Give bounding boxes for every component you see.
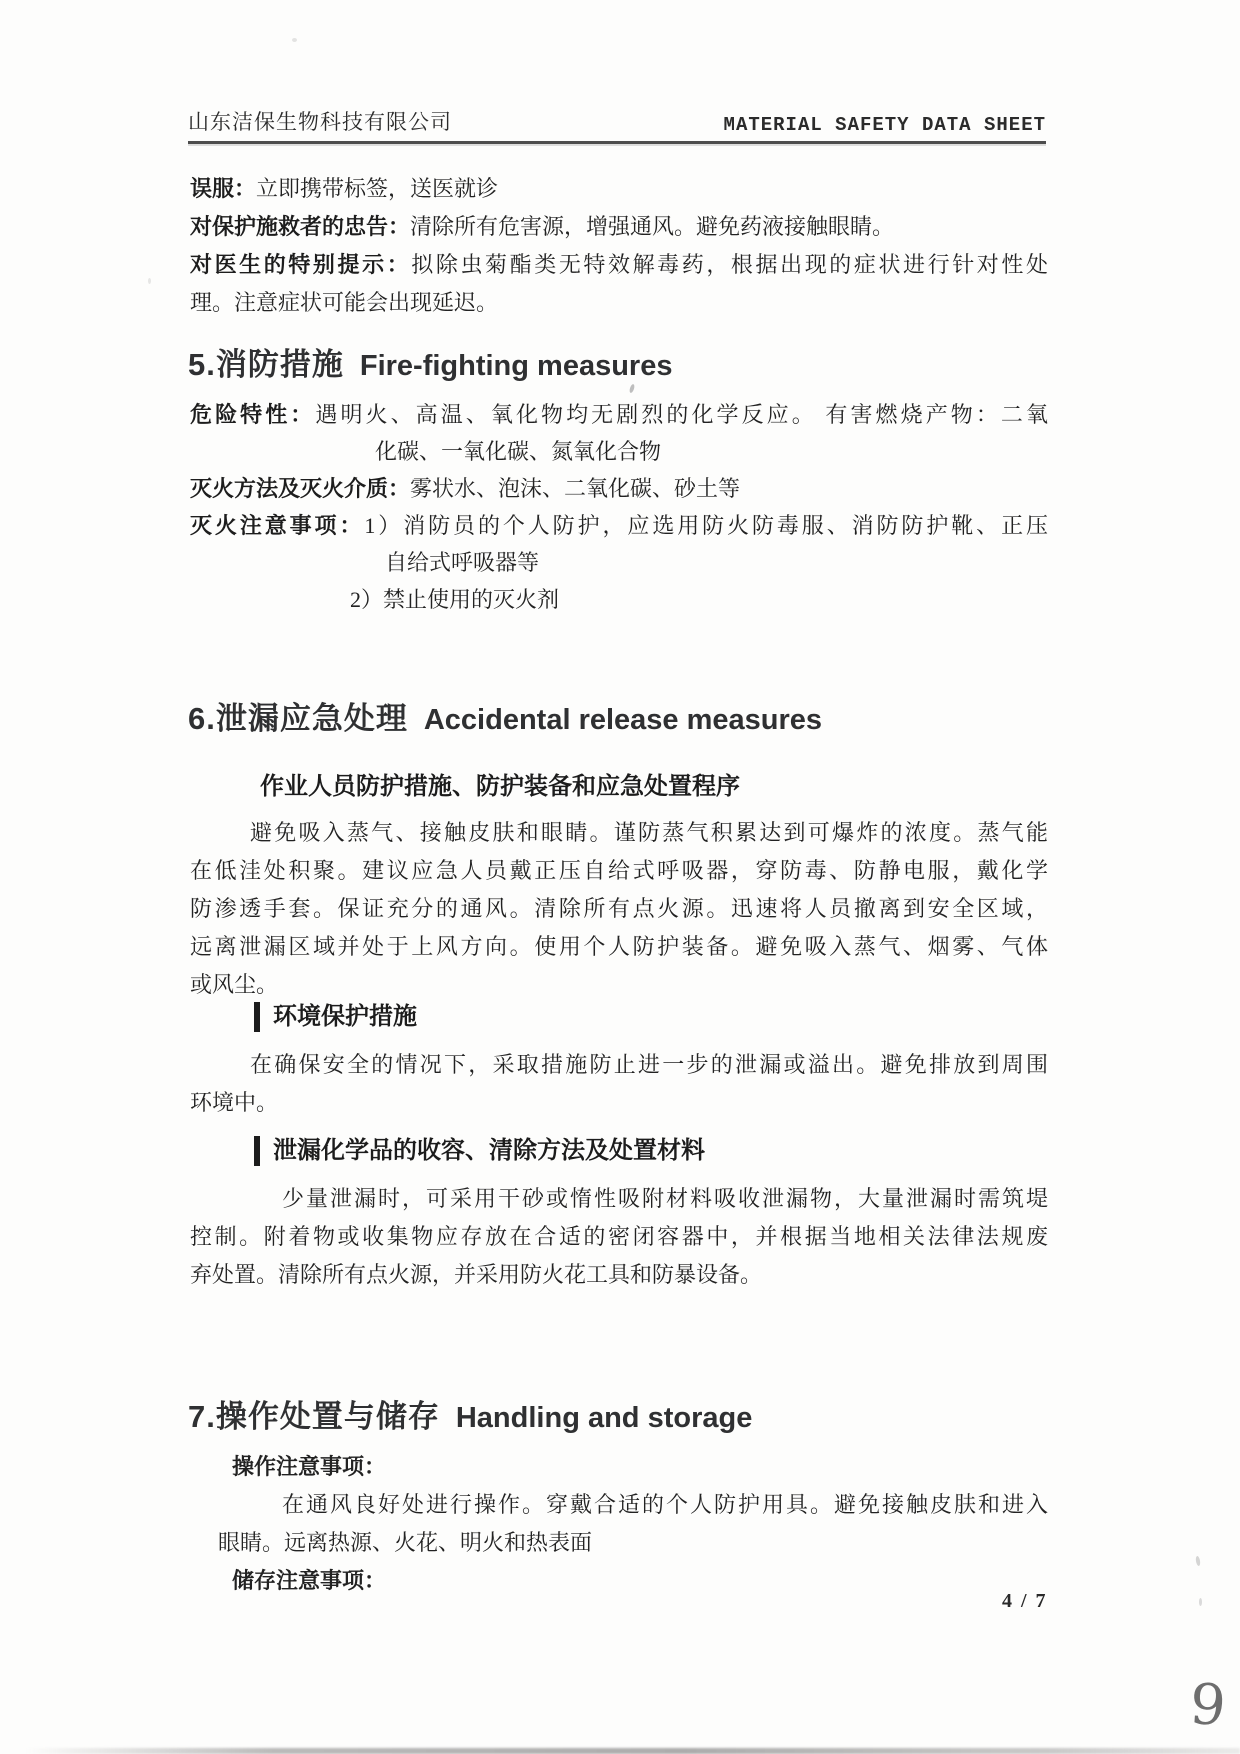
rescuer-advice-line (190, 208, 1048, 246)
hazard-characteristics-text: 遇明火、高温、氧化物均无剧烈的化学反应。 有害燃烧产物：二氧 (315, 402, 1048, 427)
ingestion-text: 立即携带标签，送医就诊 (256, 176, 499, 201)
paragraph-line: 控制。附着物或收集物应存放在合适的密闭容器中，并根据当地相关法律法规废 (190, 1224, 1048, 1249)
paragraph-line: 在通风良好处进行操作。穿戴合适的个人防护用具。避免接触皮肤和进入 (282, 1492, 1048, 1517)
first-aid-advice-block (190, 170, 1048, 322)
ingestion-line (190, 170, 1048, 208)
rescuer-advice-text: 清除所有危害源，增强通风。避免药液接触眼睛。 (410, 214, 895, 239)
section-7-title-en: Handling and storage (455, 1402, 753, 1434)
containment-cleanup-subheading: 泄漏化学品的收容、清除方法及处置材料 (254, 1136, 705, 1166)
section-5-heading (188, 342, 1088, 388)
rescuer-advice-label: 对保护施救者的忠告： (190, 214, 411, 239)
section-6-title-en: Accidental release measures (423, 704, 823, 736)
section-5-title-zh: 5.消防措施 (188, 347, 344, 382)
physician-note-continuation: 理。注意症状可能会出现延迟。 (190, 290, 499, 315)
physician-note-text: 拟除虫菊酯类无特效解毒药，根据出现的症状进行针对性处 (411, 252, 1048, 277)
personnel-protection-paragraph (190, 814, 1048, 1004)
document-title: MATERIAL SAFETY DATA SHEET (723, 114, 1046, 136)
paragraph-line: 防渗透手套。保证充分的通风。清除所有点火源。迅速将人员撤离到安全区域， (190, 896, 1048, 921)
section-7-body (190, 1448, 1048, 1600)
paragraph-line: 环境中。 (190, 1090, 279, 1115)
section-6-title-zh: 6.泄漏应急处理 (188, 701, 408, 736)
extinguishing-method-line (190, 470, 1048, 507)
paragraph-line: 在低洼处积聚。建议应急人员戴正压自给式呼吸器，穿防毒、防静电服，戴化学 (190, 858, 1048, 883)
physician-note-label: 对医生的特别提示： (190, 252, 412, 277)
paragraph-line: 远离泄漏区域并处于上风方向。使用个人防护装备。避免吸入蒸气、烟雾、气体 (190, 934, 1048, 959)
firefighting-precaution-item1: 1）消防员的个人防护，应选用防火防毒服、消防防护靴、正压 (364, 513, 1048, 538)
section-6-heading (188, 696, 1088, 742)
scan-speckle (292, 38, 297, 42)
section-5-title-en: Fire-fighting measures (359, 350, 673, 382)
paragraph-line: 避免吸入蒸气、接触皮肤和眼睛。谨防蒸气积累达到可爆炸的浓度。蒸气能 (250, 820, 1048, 845)
scan-bottom-edge (0, 1748, 1240, 1754)
hazard-characteristics-label: 危险特性： (190, 402, 316, 427)
environmental-protection-subheading: 环境保护措施 (254, 1002, 417, 1032)
page-header (188, 106, 1046, 144)
firefighting-precaution-line (190, 507, 1048, 544)
containment-cleanup-paragraph (190, 1180, 1048, 1294)
extinguishing-method-text: 雾状水、泡沫、二氧化碳、砂土等 (410, 476, 741, 501)
section-7-title-zh: 7.操作处置与储存 (188, 1399, 440, 1434)
company-name: 山东洁保生物科技有限公司 (188, 110, 452, 134)
handling-precautions-label: 操作注意事项： (232, 1454, 387, 1479)
ingestion-label: 误服： (190, 176, 257, 201)
paragraph-line: 眼睛。远离热源、火花、明火和热表面 (218, 1530, 593, 1555)
personnel-protection-subheading: 作业人员防护措施、防护装备和应急处置程序 (260, 773, 740, 800)
hazard-characteristics-continuation: 化碳、一氧化碳、氮氧化合物 (375, 439, 662, 464)
physician-note-line (190, 246, 1048, 284)
page-number: 4 / 7 (1002, 1590, 1048, 1612)
hazard-characteristics-line (190, 396, 1048, 433)
paragraph-line: 在确保安全的情况下，采取措施防止进一步的泄漏或溢出。避免排放到周围 (250, 1052, 1048, 1077)
extinguishing-method-label: 灭火方法及灭火介质： (190, 476, 411, 501)
firefighting-precaution-label: 灭火注意事项： (190, 513, 365, 538)
paragraph-line: 或风尘。 (190, 972, 279, 997)
firefighting-precaution-item2: 2）禁止使用的灭火剂 (350, 587, 560, 612)
environmental-protection-paragraph (190, 1046, 1048, 1122)
handwritten-annotation: 9 (1187, 1671, 1228, 1740)
paragraph-line: 少量泄漏时，可采用干砂或惰性吸附材料吸收泄漏物，大量泄漏时需筑堤 (282, 1186, 1048, 1211)
storage-precautions-label: 储存注意事项： (232, 1568, 387, 1593)
scan-speckle (1199, 1598, 1202, 1606)
section-5-body (190, 396, 1048, 618)
paragraph-line: 弃处置。清除所有点火源，并采用防火花工具和防暴设备。 (190, 1262, 763, 1287)
firefighting-precaution-item1-continuation: 自给式呼吸器等 (385, 550, 540, 575)
section-7-heading (188, 1394, 1088, 1440)
scan-speckle (148, 278, 151, 284)
scan-speckle (1195, 1556, 1201, 1567)
